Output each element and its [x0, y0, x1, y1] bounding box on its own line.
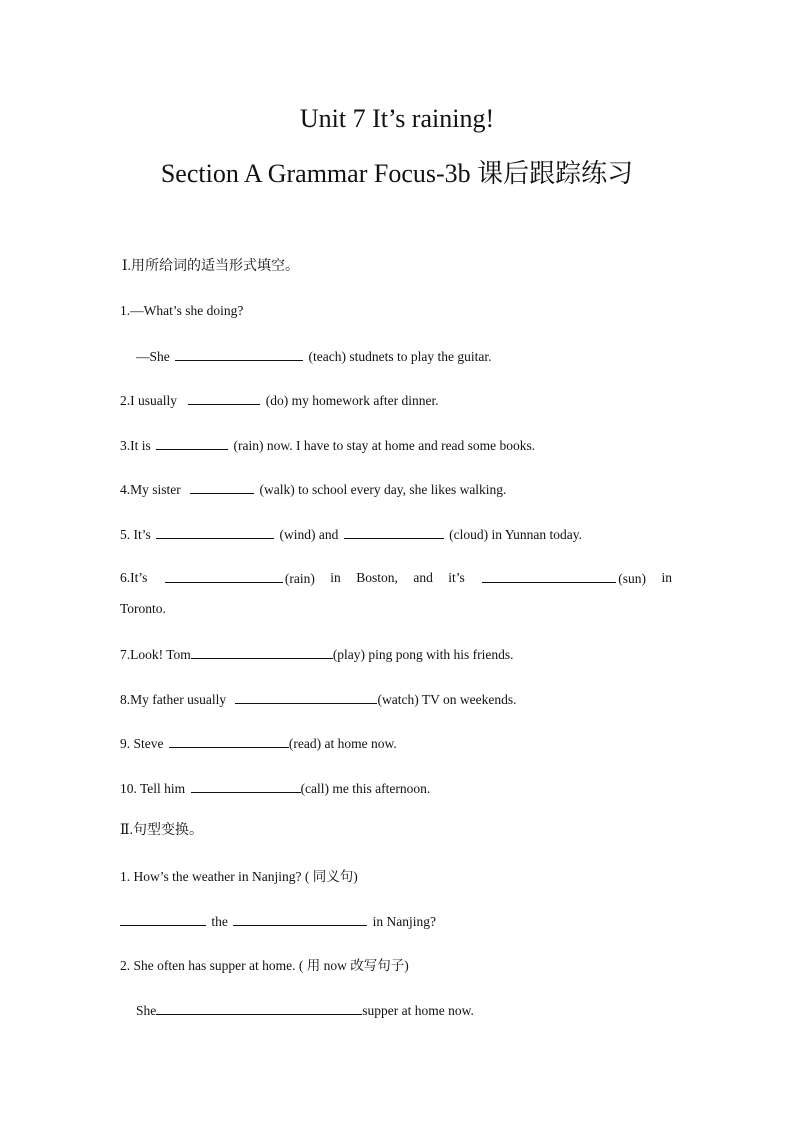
- s1-question: 1. How’s the weather in Nanjing? ( 同义句): [120, 869, 358, 884]
- q5-blank2[interactable]: [344, 525, 444, 539]
- s2-answer: [136, 1001, 474, 1020]
- q5-blank1[interactable]: [156, 525, 274, 539]
- s1-blank1[interactable]: [120, 912, 206, 926]
- q10-pre: 10. Tell him: [120, 781, 186, 796]
- q6: [120, 569, 672, 588]
- q4-pre: 4.My sister: [120, 482, 181, 497]
- q9-blank[interactable]: [169, 734, 289, 748]
- part2-heading: Ⅱ.句型变换。: [120, 823, 204, 838]
- q6-word: (rain): [284, 571, 315, 586]
- q8: [120, 690, 516, 709]
- q5-pre: 5. It’s: [120, 527, 151, 542]
- q6-word: in: [330, 570, 341, 585]
- q5-post: (cloud) in Yunnan today.: [449, 527, 582, 542]
- s2-pre: She: [136, 1003, 157, 1018]
- s1-post: in Nanjing?: [372, 914, 436, 929]
- q6-word: (sun): [618, 571, 647, 586]
- q6-word: 6.It’s: [120, 570, 148, 585]
- q2-blank[interactable]: [188, 391, 260, 405]
- q6-word: it’s: [448, 570, 465, 585]
- q2-pre: 2.I usually: [120, 393, 177, 408]
- q7-blank[interactable]: [191, 645, 333, 659]
- q9-pre: 9. Steve: [120, 736, 164, 751]
- q7-pre: 7.Look! Tom: [120, 647, 191, 662]
- q1-post: (teach) studnets to play the guitar.: [308, 349, 492, 364]
- s1-answer: [120, 912, 436, 931]
- q6-word: and: [413, 570, 433, 585]
- q9: [120, 734, 397, 753]
- q4-blank[interactable]: [190, 480, 254, 494]
- q7-post: (play) ping pong with his friends.: [332, 647, 514, 662]
- q3-pre: 3.It is: [120, 438, 151, 453]
- q10: [120, 779, 430, 798]
- q4-post: (walk) to school every day, she likes walking.: [259, 482, 507, 497]
- q3-blank[interactable]: [156, 436, 228, 450]
- s2-question: 2. She often has supper at home. ( 用 now 改写句子): [120, 958, 409, 973]
- q6-group: [480, 569, 646, 588]
- q3: [120, 436, 535, 455]
- q4: [120, 480, 506, 499]
- q6-word: in: [661, 570, 672, 585]
- s2-blank[interactable]: [156, 1001, 362, 1015]
- s1-mid: the: [211, 914, 228, 929]
- q3-post: (rain) now. I have to stay at home and read some books.: [233, 438, 536, 453]
- part1-heading: Ⅰ.用所给词的适当形式填空。: [122, 259, 300, 274]
- title-line1: Unit 7 It’s raining!: [299, 104, 495, 133]
- q7: [120, 645, 514, 664]
- q6-group: [163, 569, 315, 588]
- q1-pre: —She: [136, 349, 170, 364]
- q5: [120, 525, 582, 544]
- q2: [120, 391, 439, 410]
- title-line2: Section A Grammar Focus-3b 课后跟踪练习: [160, 159, 634, 188]
- q8-blank[interactable]: [235, 690, 377, 704]
- q1-question: 1.—What’s she doing?: [120, 303, 244, 318]
- q6-word: Boston,: [356, 570, 398, 585]
- q6-blank2[interactable]: [482, 569, 616, 583]
- q2-post: (do) my homework after dinner.: [265, 393, 439, 408]
- q6-continuation: Toronto.: [120, 601, 166, 616]
- s2-post: supper at home now.: [362, 1003, 474, 1018]
- q1-blank[interactable]: [175, 347, 303, 361]
- q10-blank[interactable]: [191, 779, 301, 793]
- q8-pre: 8.My father usually: [120, 692, 227, 707]
- q6-blank1[interactable]: [165, 569, 283, 583]
- q8-post: (watch) TV on weekends.: [377, 692, 517, 707]
- q10-post: (call) me this afternoon.: [300, 781, 431, 796]
- q9-post: (read) at home now.: [288, 736, 397, 751]
- q1-answer: [136, 347, 491, 366]
- s1-blank2[interactable]: [233, 912, 367, 926]
- q5-mid: (wind) and: [279, 527, 339, 542]
